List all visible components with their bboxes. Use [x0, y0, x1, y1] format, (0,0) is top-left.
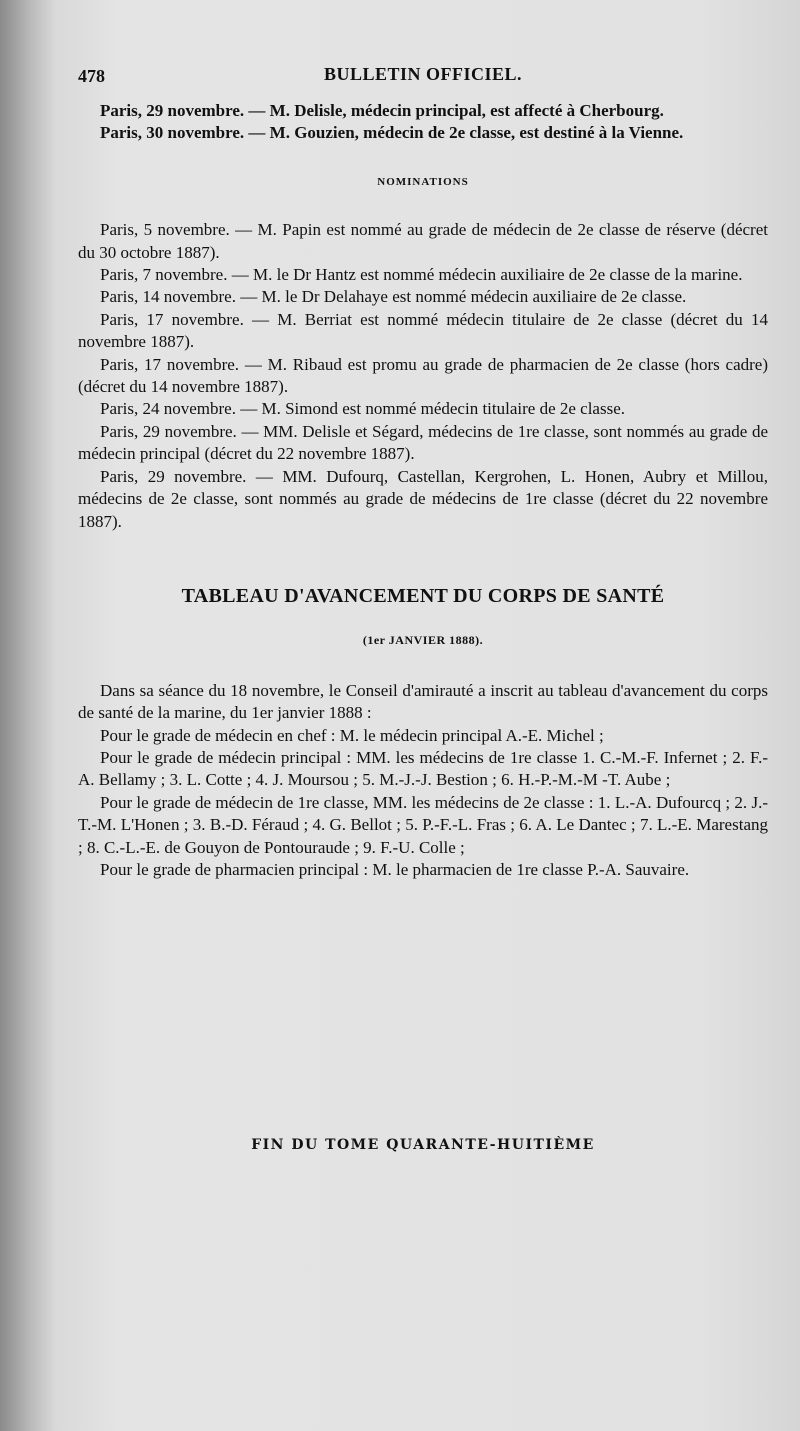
- tableau-title: TABLEAU D'AVANCEMENT DU CORPS DE SANTÉ: [181, 584, 665, 607]
- nomination-entry: Paris, 29 novembre. — MM. Delisle et Ségard, médecins de 1re classe, sont nommés au grade de médecin principal (décret du 22 novembre 1887).: [78, 421, 768, 464]
- page-number: 478: [78, 66, 105, 86]
- end-of-volume-note: FIN DU TOME QUARANTE-HUITIÈME: [251, 1137, 595, 1153]
- nomination-entry: Paris, 7 novembre. — M. le Dr Hantz est nommé médecin auxiliaire de 2e classe de la marine.: [100, 265, 743, 285]
- running-title: BULLETIN OFFICIEL.: [323, 64, 523, 84]
- paragraph: Paris, 30 novembre. — M. Gouzien, médecin de 2e classe, est destiné à la Vienne.: [100, 123, 684, 143]
- tableau-paragraph: Pour le grade de médecin en chef : M. le médecin principal A.-E. Michel ;: [100, 725, 604, 745]
- nomination-entry: Paris, 24 novembre. — M. Simond est nommé médecin titulaire de 2e classe.: [100, 399, 625, 419]
- tableau-date: (1er JANVIER 1888).: [362, 633, 484, 648]
- nomination-entry: Paris, 5 novembre. — M. Papin est nommé au grade de médecin de 2e classe de réserve (décret du 30 octobre 1887).: [78, 220, 768, 262]
- nomination-entry: Paris, 29 novembre. — MM. Dufourq, Castellan, Kergrohen, L. Honen, Aubry et Millou, médecins de 2e classe, sont nommés au grade de médecins de 1re classe (décret du 22 novembre 1887).: [78, 466, 768, 531]
- page-body: [78, 100, 768, 881]
- nomination-entry: Paris, 17 novembre. — M. Berriat est nommé médecin titulaire de 2e classe (décret du 14 novembre 1887).: [78, 309, 768, 352]
- page-header: [78, 64, 768, 94]
- tableau-paragraph: Dans sa séance du 18 novembre, le Conseil d'amirauté a inscrit au tableau d'avancement du corps de santé de la marine, du 1er janvier 1888 :: [78, 680, 768, 723]
- tableau-paragraph: Pour le grade de pharmacien principal : M. le pharmacien de 1re classe P.-A. Sauvaire.: [100, 859, 690, 879]
- tableau-paragraph: Pour le grade de médecin principal : MM. les médecins de 1re classe 1. C.-M.-F. Infernet ; 2. F.-A. Bellamy ; 3. L. Cotte ; 4. J. Moursou ; 5. M.-J.-J. Bestion ; 6. H.-P.-M.-M -T. Aube ;: [78, 747, 768, 790]
- nomination-entry: Paris, 17 novembre. — M. Ribaud est promu au grade de pharmacien de 2e classe (hors cadre) (décret du 14 novembre 1887).: [78, 354, 768, 397]
- tableau-paragraph: Pour le grade de médecin de 1re classe, MM. les médecins de 2e classe : 1. L.-A. Dufourcq ; 2. J.-T.-M. L'Honen ; 3. B.-D. Féraud ; 4. G. Bellot ; 5. P.-F.-L. Fras ; 6. A. Le Dantec ; 7. L.-E. Marestang ; 8. C.-L.-E. de Gouyon de Pontouraude ; 9. F.-U. Colle ;: [78, 792, 768, 857]
- nominations-heading: NOMINATIONS: [377, 175, 469, 188]
- paragraph: Paris, 29 novembre. — M. Delisle, médecin principal, est affecté à Cherbourg.: [100, 101, 664, 120]
- nomination-entry: Paris, 14 novembre. — M. le Dr Delahaye est nommé médecin auxiliaire de 2e classe.: [100, 287, 687, 307]
